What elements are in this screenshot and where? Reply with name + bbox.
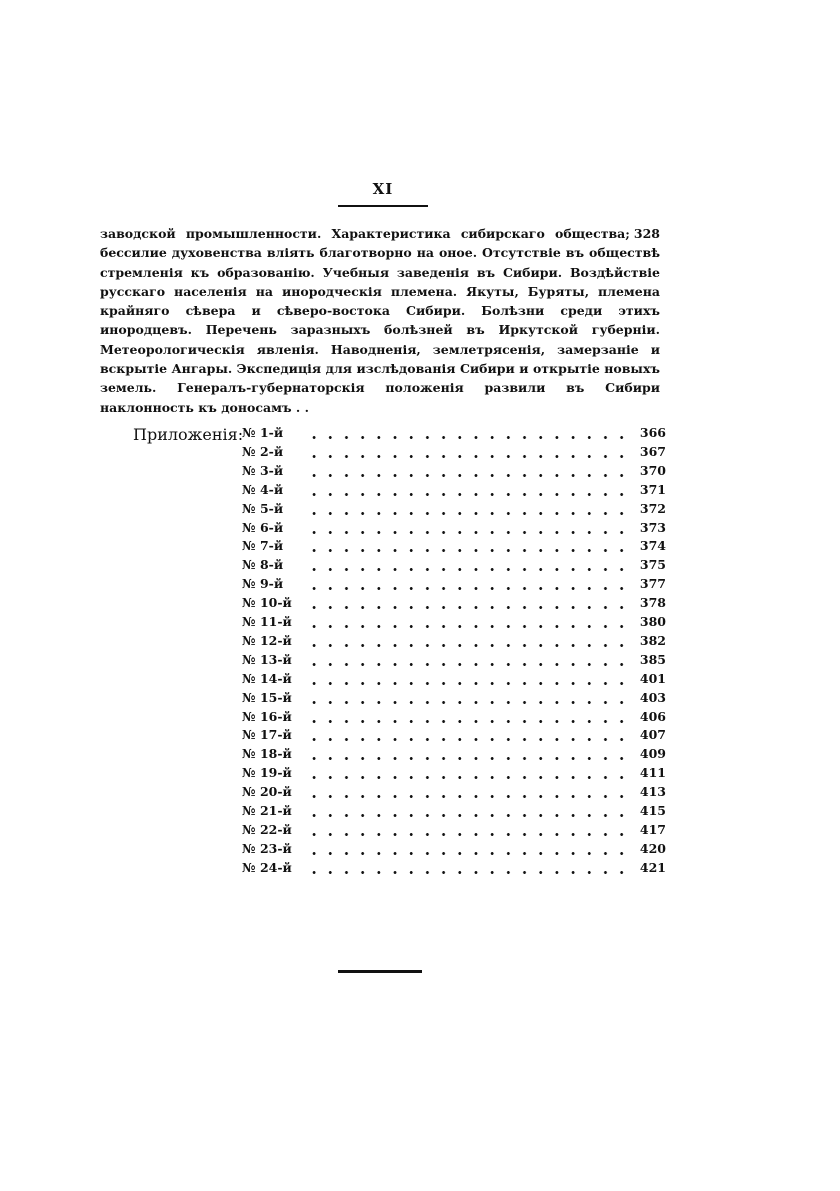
toc-row [0,765,840,784]
toc-entry-number: № 22-й [242,821,292,837]
toc-entry-page: 373 [639,519,666,535]
dot-leader [306,455,630,458]
dot-leader [306,606,630,609]
toc-row [0,463,840,482]
toc-entry-page: 413 [639,784,666,800]
dot-leader [306,814,630,817]
dot-leader [306,776,630,779]
toc-entry-page: 375 [639,557,666,573]
toc-entry-number: № 23-й [242,840,292,856]
toc-row [0,652,840,671]
toc-row [0,690,840,709]
toc-entry-number: № 4-й [242,481,284,497]
dot-leader [306,701,630,704]
dot-leader [306,663,630,666]
toc-row [0,841,840,860]
toc-entry-number: № 7-й [242,538,284,554]
toc-row [0,538,840,557]
toc-entry-page: 370 [639,462,666,478]
toc-row [0,595,840,614]
dot-leader [306,720,630,723]
toc-entry-page: 371 [639,481,666,497]
toc-entry-number: № 15-й [242,689,292,705]
toc-entry-number: № 21-й [242,803,292,818]
dot-leader [306,474,630,477]
dot-leader [306,625,630,628]
dot-leader [306,568,630,571]
header-rule [338,205,428,207]
toc-entry-number: № 20-й [242,784,292,800]
toc-entry-page: 385 [639,651,666,667]
toc-entry-number: № 16-й [242,708,292,724]
toc-row [0,671,840,690]
toc-entry-page: 401 [639,670,666,686]
toc-entry-number: № 24-й [242,859,292,875]
dot-leader [306,531,630,534]
dot-leader [306,644,630,647]
toc-row [0,633,840,652]
dot-leader [306,682,630,685]
dot-leader [306,871,630,874]
toc-entry-page: 380 [639,614,666,629]
toc-entry-page: 372 [639,500,666,516]
toc-entry-page: 367 [639,443,666,459]
toc-entry-page: 417 [639,821,666,837]
dot-leader [306,493,630,496]
summary-paragraph [100,224,660,417]
dot-leader [306,587,630,590]
toc-row [0,822,840,841]
toc-entry-page: 409 [639,746,666,762]
footer-rule [338,970,422,973]
toc-entry-page: 407 [639,727,666,743]
toc-entry-number: № 19-й [242,765,292,781]
dot-leader [306,852,630,855]
toc-entry-page: 378 [639,595,666,611]
toc-entry-page: 415 [639,803,666,818]
toc-entry-number: № 1-й [242,425,284,440]
dot-leader [306,795,630,798]
dot-leader [306,757,630,760]
toc-row [0,727,840,746]
toc-entry-number: № 5-й [242,500,284,516]
toc-row [0,557,840,576]
toc-row [0,520,840,539]
appendix-label: Приложенія: [133,425,244,444]
toc-entry-page: 403 [639,689,666,705]
toc-row [0,501,840,520]
summary-text: заводской промышленности. Характеристика сибирскаго общества; бессилие духовенства вліять благотворно на оное. Отсутствіе въ обществѣ стремленія къ образованію. Учебныя заведенія въ Сибири. Воздѣйствіе русскаго населенія на инородческія племена. Якуты, Буряты, племена крайняго сѣвера и сѣверо-востока Сибири. Болѣзни среди этихъ инородцевъ. Перечень заразныхъ болѣзней въ Иркутской губерніи. Метеорологическія явленія. Наводненія, землетрясенія, замерзаніе и вскрытіе Ангары. Экспедиція для изслѣдованія Сибири и открытіе новыхъ земель. Генералъ-губернаторскія положенія развили въ Сибири наклонность къ доносамъ . . [100,226,660,415]
toc-entry-page: 406 [639,708,666,724]
toc-row [0,614,840,633]
toc-entry-number: № 2-й [242,443,284,459]
toc-entry-number: № 6-й [242,519,284,535]
toc-entry-number: № 3-й [242,462,284,478]
summary-page-number: 328 [633,226,660,241]
toc-row [0,746,840,765]
toc-row [0,576,840,595]
toc-entry-number: № 13-й [242,651,292,667]
dot-leader [306,436,630,439]
dot-leader [306,549,630,552]
toc-entry-number: № 18-й [242,746,292,762]
dot-leader [306,738,630,741]
toc-entry-number: № 17-й [242,727,292,743]
toc-row [0,784,840,803]
dot-leader [306,512,630,515]
toc-row [0,860,840,879]
toc-entry-number: № 9-й [242,576,284,592]
toc-entry-number: № 11-й [242,614,292,629]
toc-row [0,709,840,728]
page-number: XI [372,180,394,198]
toc-entry-page: 420 [639,840,666,856]
toc-entry-page: 421 [639,859,666,875]
toc-entry-number: № 8-й [242,557,284,573]
toc-entry-page: 377 [639,576,666,592]
toc-row [0,482,840,501]
toc-entry-number: № 12-й [242,632,292,648]
toc-row [0,444,840,463]
toc-entry-page: 366 [639,425,666,440]
toc-entry-page: 382 [639,632,666,648]
dot-leader [306,833,630,836]
toc-row [0,803,840,822]
toc-entry-number: № 10-й [242,595,292,611]
toc-entry-number: № 14-й [242,670,292,686]
toc-row [0,425,840,444]
toc-entry-page: 374 [639,538,666,554]
toc-entry-page: 411 [639,765,666,781]
